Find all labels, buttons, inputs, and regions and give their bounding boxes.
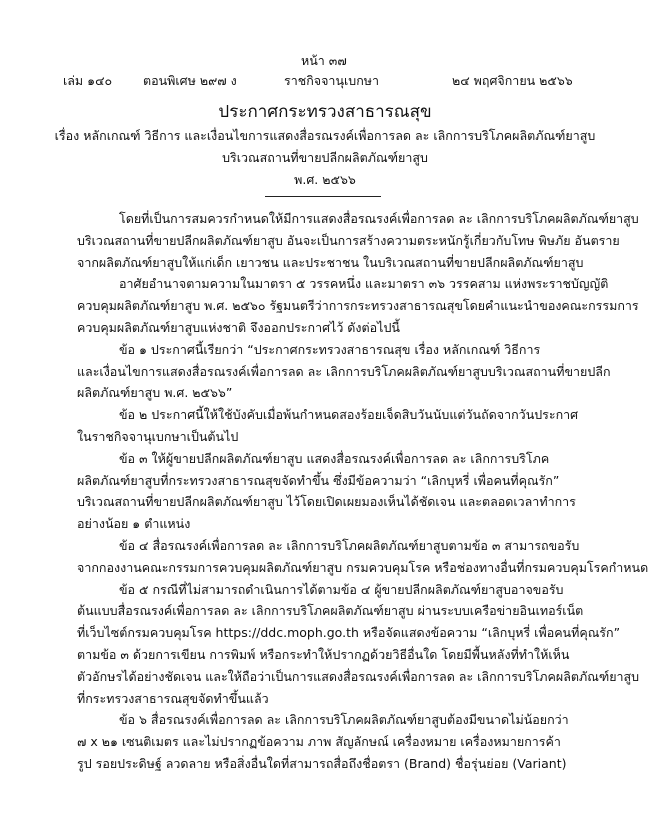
page-number: หน้า ๓๗ [301,53,347,68]
body-line: และเงื่อนไขการแสดงสื่อรณรงค์เพื่อการลด ละ เลิกการบริโภคผลิตภัณฑ์ยาสูบบริเวณสถานที่ขายปลีก [77,363,611,379]
body-line: จากผลิตภัณฑ์ยาสูบให้แก่เด็ก เยาวชน และประชาชน ในบริเวณสถานที่ขายปลีกผลิตภัณฑ์ยาสูบ [77,254,584,270]
body-line: บริเวณสถานที่ขายปลีกผลิตภัณฑ์ยาสูบ ไว้โดยเปิดเผยมองเห็นได้ชัดเจน และตลอดเวลาทำการ [77,494,576,510]
clause-1: ข้อ ๑ ประกาศนี้เรียกว่า “ประกาศกระทรวงสาธารณสุข เรื่อง หลักเกณฑ์ วิธีการ [119,341,541,357]
body-line: ตามข้อ ๓ ด้วยการเขียน การพิมพ์ หรือกระทำให้ปรากฏด้วยวิธีอื่นใด โดยมีพื้นหลังที่ทำให้เห็น [77,646,570,662]
clause-4: ข้อ ๔ สื่อรณรงค์เพื่อการลด ละ เลิกการบริโภคผลิตภัณฑ์ยาสูบตามข้อ ๓ สามารถขอรับ [119,537,580,553]
gazette-date: ๒๔ พฤศจิกายน ๒๕๖๖ [452,73,573,88]
body-line: รูป รอยประดิษฐ์ ลวดลาย หรือสิ่งอื่นใดที่สามารถสื่อถึงชื่อตรา (Brand) ชื่อรุ่นย่อย (Variant) [77,755,567,771]
body-line: ที่กระทรวงสาธารณสุขจัดทำขึ้นแล้ว [77,690,269,706]
body-line: ต้นแบบสื่อรณรงค์เพื่อการลด ละ เลิกการบริโภคผลิตภัณฑ์ยาสูบ ผ่านระบบเครือข่ายอินเทอร์เน็ต [77,603,584,619]
body-line: บริเวณสถานที่ขายปลีกผลิตภัณฑ์ยาสูบ อันจะเป็นการสร้างความตระหนักรู้เกี่ยวกับโทษ พิษภัย อันตราย [77,232,620,248]
document-title: ประกาศกระทรวงสาธารณสุข [218,102,432,122]
title-divider [265,196,381,197]
body-line: ตัวอักษรได้อย่างชัดเจน และให้ถือว่าเป็นการแสดงสื่อรณรงค์เพื่อการลด ละ เลิกการบริโภคผลิตภัณฑ์ยาสูบ [77,668,640,684]
body-line: ๗ x ๒๑ เซนติเมตร และไม่ปรากฏข้อความ ภาพ สัญลักษณ์ เครื่องหมาย เครื่องหมายการค้า [77,734,561,750]
body-line: ควบคุมผลิตภัณฑ์ยาสูบ พ.ศ. ๒๕๖๐ รัฐมนตรีว่าการกระทรวงสาธารณสุขโดยคำแนะนำของคณะกรรมการ [77,298,639,314]
body-line: ควบคุมผลิตภัณฑ์ยาสูบแห่งชาติ จึงออกประกาศไว้ ดังต่อไปนี้ [77,319,400,335]
gazette-name: ราชกิจจานุเบกษา [284,73,380,88]
body-line: ผลิตภัณฑ์ยาสูบที่กระทรวงสาธารณสุขจัดทำขึ้น ซึ่งมีข้อความว่า “เลิกบุหรี่ เพื่อคนที่คุณรัก” [77,472,560,488]
clause-5: ข้อ ๕ กรณีที่ไม่สามารถดำเนินการได้ตามข้อ ๔ ผู้ขายปลีกผลิตภัณฑ์ยาสูบอาจขอรับ [119,581,564,597]
document-year: พ.ศ. ๒๕๖๖ [294,172,356,187]
body-line: โดยที่เป็นการสมควรกำหนดให้มีการแสดงสื่อรณรงค์เพื่อการลด ละ เลิกการบริโภคผลิตภัณฑ์ยาสูบ [119,211,639,226]
clause-6: ข้อ ๖ สื่อรณรงค์เพื่อการลด ละ เลิกการบริโภคผลิตภัณฑ์ยาสูบต้องมีขนาดไม่น้อยกว่า [119,712,569,728]
body-line: ผลิตภัณฑ์ยาสูบ พ.ศ. ๒๕๖๖” [77,385,233,401]
clause-3: ข้อ ๓ ให้ผู้ขายปลีกผลิตภัณฑ์ยาสูบ แสดงสื่อรณรงค์เพื่อการลด ละ เลิกการบริโภค [119,450,550,466]
gazette-volume: เล่ม ๑๔๐ [63,73,113,88]
body-line: ที่เว็บไซต์กรมควบคุมโรค https://ddc.moph.go.th หรือจัดแสดงข้อความ “เลิกบุหรี่ เพื่อคนที่คุณรัก” [77,625,621,641]
gazette-section: ตอนพิเศษ ๒๙๗ ง [143,73,237,88]
body-line: จากกองงานคณะกรรมการควบคุมผลิตภัณฑ์ยาสูบ กรมควบคุมโรค หรือช่องทางอื่นที่กรมควบคุมโรคกำหนด [77,559,649,575]
document-subject-line-2: บริเวณสถานที่ขายปลีกผลิตภัณฑ์ยาสูบ [222,150,428,165]
body-text [77,208,649,775]
document-subject-line-1: เรื่อง หลักเกณฑ์ วิธีการ และเงื่อนไขการแสดงสื่อรณรงค์เพื่อการลด ละ เลิกการบริโภคผลิตภัณฑ์ยาสูบ [54,128,596,143]
body-line: อย่างน้อย ๑ ตำแหน่ง [77,516,191,532]
body-line: อาศัยอำนาจตามความในมาตรา ๕ วรรคหนึ่ง และมาตรา ๓๖ วรรคสาม แห่งพระราชบัญญัติ [119,276,609,292]
clause-2: ข้อ ๒ ประกาศนี้ให้ใช้บังคับเมื่อพ้นกำหนดสองร้อยเจ็ดสิบวันนับแต่วันถัดจากวันประกาศ [119,407,579,423]
body-line: ในราชกิจจานุเบกษาเป็นต้นไป [77,428,239,444]
